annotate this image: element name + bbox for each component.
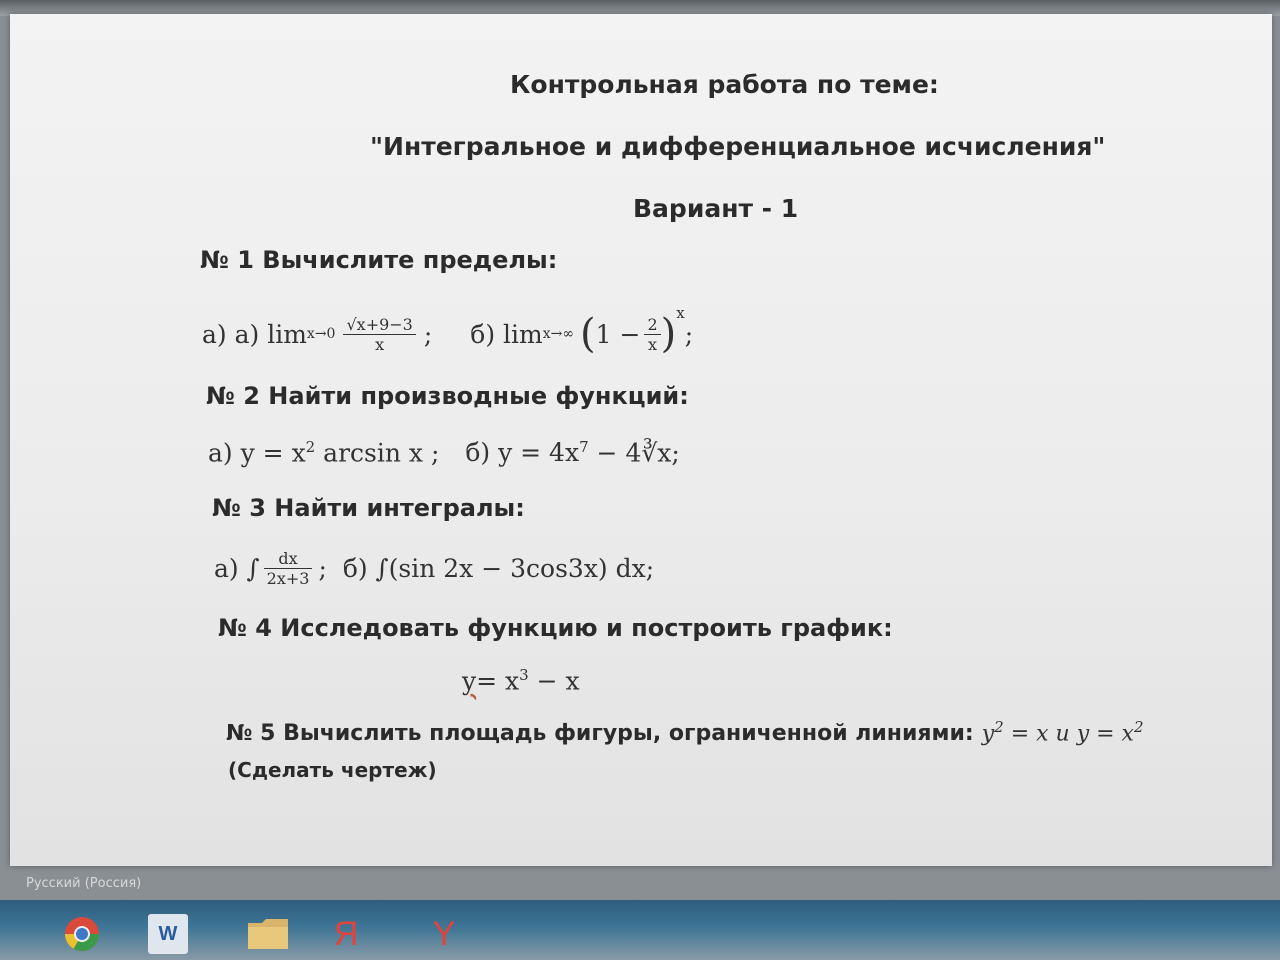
task2-b-rest: − 4∛x; — [588, 438, 680, 468]
yandex-glyph: Я — [333, 914, 359, 953]
doc-title-line1: Контрольная работа по теме: — [510, 70, 939, 99]
task1-a-sub: x→0 — [306, 326, 336, 342]
task1-a-den: x — [375, 334, 385, 354]
task1-b-fraction — [644, 315, 660, 354]
task2-a-rest: arcsin x ; — [315, 438, 440, 468]
task5-note: (Сделать чертеж) — [228, 758, 437, 782]
chrome-icon[interactable] — [62, 914, 102, 954]
task5-heading: № 5 Вычислить площадь фигуры, ограниченной линиями: — [226, 721, 974, 747]
task3-a-den: 2x+3 — [266, 568, 310, 588]
task5-formula — [982, 718, 1144, 746]
document-page — [10, 14, 1272, 866]
task2-heading: № 2 Найти производные функций: — [206, 382, 689, 410]
task1-b-lim: б) lim — [470, 319, 543, 349]
task3-sep: ; — [318, 553, 327, 583]
task1-heading: № 1 Вычислите пределы: — [200, 246, 558, 274]
task1-b-lparen: ( — [580, 311, 596, 357]
task1-formulas — [202, 304, 693, 364]
task3-a-num: dx — [264, 549, 313, 569]
task5-y: y — [981, 721, 995, 747]
task1-a-lim: а) а) lim — [202, 319, 307, 349]
task3-a-fraction — [264, 549, 313, 588]
task4-mid: = x — [476, 666, 520, 696]
task4-rest: − x — [528, 666, 580, 696]
taskbar — [0, 900, 1280, 960]
task4-sup: 3 — [519, 666, 529, 684]
doc-title-line2: "Интегральное и дифференциальное исчисления" — [370, 132, 1106, 161]
task2-a-sup: 2 — [305, 438, 316, 456]
task3-heading: № 3 Найти интегралы: — [212, 494, 525, 522]
yandex-icon[interactable] — [326, 912, 366, 956]
task4-y: y — [462, 666, 477, 696]
task2-b-sup: 7 — [579, 438, 589, 456]
yandex-browser-icon[interactable] — [424, 912, 464, 956]
yandex-browser-glyph: Y — [432, 914, 456, 953]
task3-b: б) ∫(sin 2x − 3cos3x) dx; — [342, 553, 655, 583]
language-indicator[interactable]: Русский (Россия) — [26, 876, 142, 891]
task1-b-num: 2 — [644, 315, 660, 335]
task1-b-den: x — [648, 334, 658, 354]
task1-b-rparen: ) — [660, 311, 677, 357]
task5-rest: = x и y = x — [1003, 721, 1134, 747]
task5-x-sup: 2 — [1133, 718, 1144, 736]
task4-heading: № 4 Исследовать функцию и построить график: — [218, 614, 893, 642]
task3-formulas — [214, 540, 654, 596]
word-icon[interactable] — [148, 914, 188, 954]
task1-b-one: 1 − — [595, 319, 641, 349]
task2-a: а) y = x — [208, 438, 306, 468]
task1-b-exp: x — [676, 304, 685, 322]
task1-a-fraction — [343, 315, 415, 354]
task2-b: б) y = 4x — [465, 438, 580, 468]
task1-end: ; — [684, 319, 694, 349]
task4-formula — [462, 666, 580, 695]
task2-formulas — [208, 438, 680, 467]
task1-a-num: √x+9−3 — [343, 315, 415, 335]
task1-sep: ; — [423, 319, 433, 349]
doc-variant: Вариант - 1 — [633, 194, 799, 223]
task3-a: а) ∫ — [214, 553, 260, 583]
task5-line — [226, 718, 1144, 746]
task1-b-sub: x→∞ — [542, 326, 575, 342]
folder-icon[interactable] — [244, 912, 292, 954]
word-glyph: W — [158, 922, 178, 945]
task5-y-sup: 2 — [994, 718, 1004, 736]
